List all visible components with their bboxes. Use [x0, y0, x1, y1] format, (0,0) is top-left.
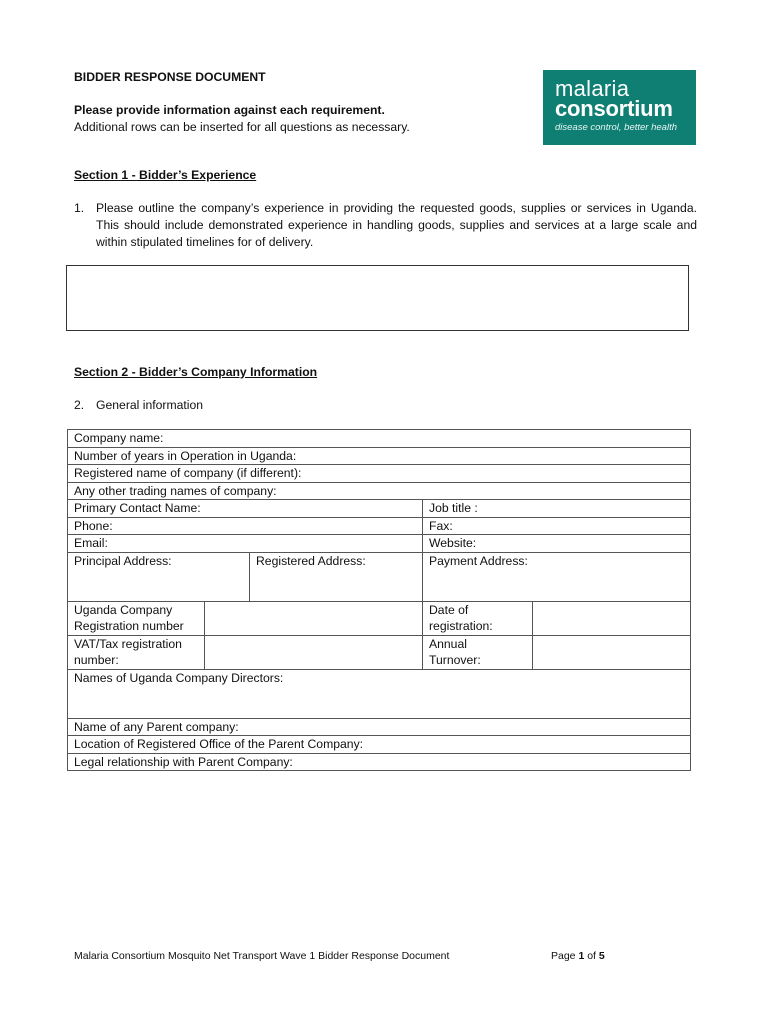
experience-answer-box[interactable]	[66, 265, 689, 331]
logo-line2: consortium	[555, 96, 673, 121]
directors-field[interactable]: Names of Uganda Company Directors:	[68, 669, 691, 718]
date-of-registration-line2: registration:	[429, 619, 493, 633]
document-title: BIDDER RESPONSE DOCUMENT	[74, 70, 266, 84]
principal-address-field[interactable]: Principal Address:	[68, 552, 250, 601]
page-label: Page	[551, 950, 576, 962]
date-of-registration-input[interactable]	[533, 601, 691, 635]
annual-turnover-input[interactable]	[533, 635, 691, 669]
vat-registration-label	[68, 635, 205, 669]
job-title-field[interactable]: Job title :	[423, 500, 691, 518]
vat-registration-line1: VAT/Tax registration	[74, 636, 182, 651]
footer-document-title: Malaria Consortium Mosquito Net Transport Wave 1 Bidder Response Document	[74, 950, 450, 962]
parent-company-field[interactable]: Name of any Parent company:	[68, 718, 691, 736]
section2-item-number: 2.	[74, 398, 85, 412]
footer-page-number	[551, 950, 605, 962]
section1-heading: Section 1 - Bidder’s Experience	[74, 168, 257, 182]
registration-number-input[interactable]	[205, 601, 423, 635]
section2-item-text: General information	[96, 398, 204, 412]
annual-turnover-line1: Annual	[429, 636, 467, 651]
table-row	[68, 753, 691, 771]
section1-item-number: 1.	[74, 201, 85, 215]
table-row	[68, 736, 691, 754]
table-row	[68, 552, 691, 601]
registration-number-label-line2: Registration number	[74, 619, 184, 633]
table-row	[68, 517, 691, 535]
annual-turnover-line2: Turnover:	[429, 653, 481, 667]
vat-registration-line2: number:	[74, 653, 119, 667]
table-row	[68, 500, 691, 518]
table-row	[68, 535, 691, 553]
page-total: 5	[598, 950, 605, 962]
phone-field[interactable]: Phone:	[68, 517, 423, 535]
date-of-registration-line1: Date of	[429, 602, 469, 617]
registration-number-label-line1: Uganda Company	[74, 602, 173, 617]
instruction-text: Additional rows can be inserted for all questions as necessary.	[74, 120, 410, 134]
annual-turnover-label	[423, 635, 533, 669]
parent-location-field[interactable]: Location of Registered Office of the Parent Company:	[68, 736, 691, 754]
table-row	[68, 430, 691, 448]
trading-names-field[interactable]: Any other trading names of company:	[68, 482, 691, 500]
date-of-registration-label	[423, 601, 533, 635]
company-name-field[interactable]: Company name:	[68, 430, 691, 448]
logo-line1: malaria	[555, 76, 630, 101]
registered-address-field[interactable]: Registered Address:	[250, 552, 423, 601]
website-field[interactable]: Website:	[423, 535, 691, 553]
table-row	[68, 601, 691, 635]
section2-heading: Section 2 - Bidder’s Company Information	[74, 365, 318, 379]
table-row	[68, 718, 691, 736]
page-of: of	[587, 950, 596, 962]
table-row	[68, 447, 691, 465]
email-field[interactable]: Email:	[68, 535, 423, 553]
years-in-operation-field[interactable]: Number of years in Operation in Uganda:	[68, 447, 691, 465]
fax-field[interactable]: Fax:	[423, 517, 691, 535]
company-information-table	[67, 429, 691, 771]
page-current: 1	[578, 950, 585, 962]
malaria-consortium-logo	[543, 70, 696, 145]
primary-contact-field[interactable]: Primary Contact Name:	[68, 500, 423, 518]
table-row	[68, 635, 691, 669]
instruction-bold: Please provide information against each requirement.	[74, 103, 385, 117]
payment-address-field[interactable]: Payment Address:	[423, 552, 691, 601]
registration-number-label	[68, 601, 205, 635]
table-row	[68, 465, 691, 483]
registered-name-field[interactable]: Registered name of company (if different):	[68, 465, 691, 483]
parent-relationship-field[interactable]: Legal relationship with Parent Company:	[68, 753, 691, 771]
vat-registration-input[interactable]	[205, 635, 423, 669]
table-row	[68, 669, 691, 718]
logo-tagline: disease control, better health	[555, 122, 677, 133]
table-row	[68, 482, 691, 500]
section1-item-text: Please outline the company’s experience in providing the requested goods, supplies or services in Uganda. This should include demonstrated experience in handling goods, supplies and services at a large scale and within stipulated timelines for of delivery.	[96, 201, 697, 249]
